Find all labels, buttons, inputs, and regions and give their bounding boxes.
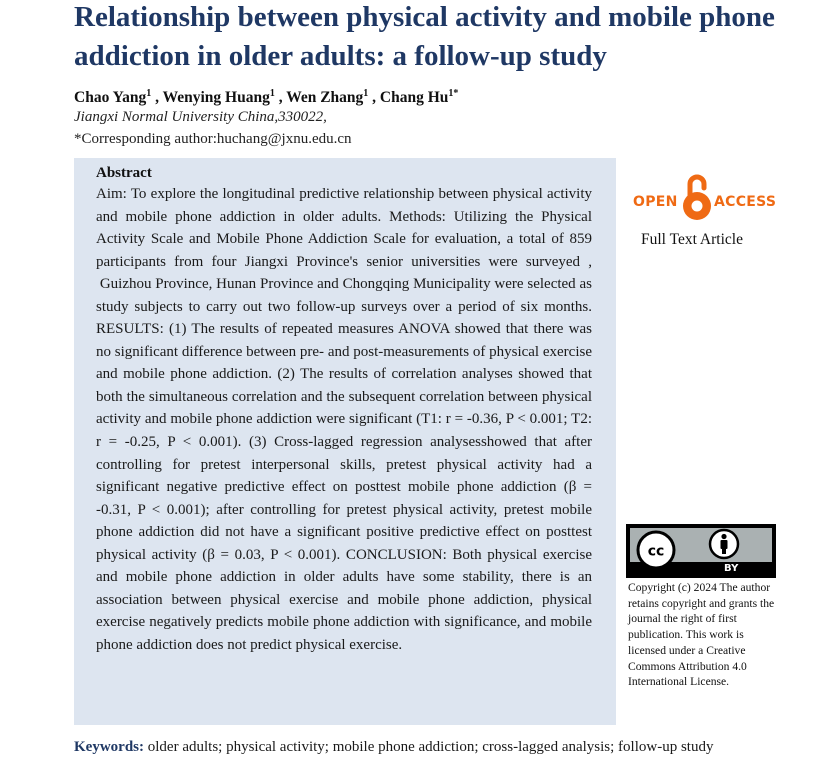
author-affiliation-mark: 1 <box>146 88 152 99</box>
open-lock-icon <box>679 172 715 222</box>
cc-by-badge[interactable] <box>626 524 776 578</box>
corresponding-author: *Corresponding author:huchang@jxnu.edu.cn <box>74 131 352 147</box>
author-affiliation-mark: 1 <box>269 88 275 99</box>
author-separator: , <box>368 89 380 106</box>
author-name: Wenying Huang <box>162 89 270 106</box>
svg-text:cc: cc <box>647 543 665 560</box>
abstract-box <box>74 158 616 725</box>
author-name: Wen Zhang <box>286 89 364 106</box>
open-access-left-word: OPEN <box>633 194 678 210</box>
keywords-text: older adults; physical activity; mobile phone addiction; cross-lagged analysis; follow-up study <box>147 739 714 755</box>
author-separator: , <box>274 89 287 106</box>
author-separator: , <box>151 89 163 106</box>
open-access-logo <box>633 172 775 224</box>
author-affiliation-mark: 1* <box>448 88 459 99</box>
open-access-right-word: ACCESS <box>714 194 777 210</box>
cc-by-label: BY <box>724 563 739 574</box>
full-text-label: Full Text Article <box>641 231 743 248</box>
author-list <box>74 89 458 107</box>
author-affiliation-mark: 1 <box>363 88 369 99</box>
attribution-icon <box>708 528 740 560</box>
paper-title: Relationship between physical activity and mobile phone addiction in older adults: a follow-up study <box>74 1 775 72</box>
abstract-text: Aim: To explore the longitudinal predictive relationship between physical activity and mobile phone addiction in older adults. Methods: Utilizing the Physical Activity Scale and Mobile Phone Addiction Scale for evaluation, a total of 859 participants from four Jiangxi Province's senior universities were surveyed , Guizhou Province, Hunan Province and Chongqing Municipality were selected as study subjects to carry out two follow-up surveys over a period of six months. RESULTS: (1) The results of repeated measures ANOVA showed that there was no significant difference between pre- and post-measurements of physical exercise and mobile phone addiction. (2) The results of correlation analyses showed that both the simultaneous correlation and the subsequent correlation between physical activity and mobile phone addiction were significant (T1: r = -0.36, P < 0.001; T2: r = -0.25, P < 0.001). (3) Cross-lagged regression analysesshowed that after controlling for pretest interpersonal skills, pretest physical activity had a significant negative predictive effect on posttest mobile phone addiction (β = -0.31, P < 0.001); after controlling for pretest physical activity, pretest mobile phone addiction did not have a significant positive predictive effect on posttest physical activity (β = 0.03, P < 0.001). CONCLUSION: Both physical exercise and mobile phone addiction in older adults have some stability, there is an association between physical exercise and mobile phone addiction, physical exercise negatively predicts mobile phone addiction with significance, and mobile phone addiction does not predict physical exercise. <box>96 186 592 653</box>
creative-commons-icon <box>636 530 676 570</box>
keywords-label: Keywords: <box>74 739 144 755</box>
affiliation: Jiangxi Normal University China,330022, <box>74 109 327 125</box>
keywords <box>74 736 754 758</box>
author-name: Chang Hu <box>379 89 449 106</box>
author-name: Chao Yang <box>74 89 147 106</box>
license-text: Copyright (c) 2024 The author retains copyright and grants the journal the right of first publication. This work is licensed under a Creative Commons Attribution 4.0 International License. <box>628 581 775 689</box>
abstract-heading: Abstract <box>96 165 152 181</box>
